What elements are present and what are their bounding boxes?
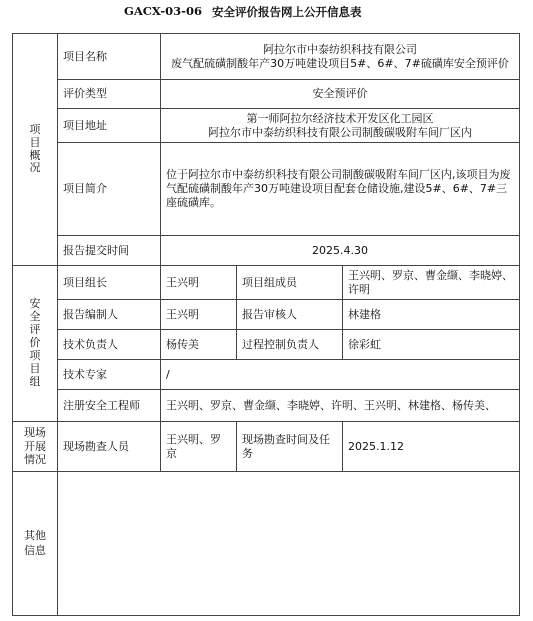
document-header bbox=[0, 0, 533, 24]
row-project-address bbox=[13, 109, 520, 143]
project-name-line1: 阿拉尔市中泰纺织科技有限公司 bbox=[263, 42, 417, 56]
project-name-label: 项目名称 bbox=[58, 34, 161, 80]
site-staff-label: 现场勘查人员 bbox=[58, 422, 161, 472]
report-author-label: 报告编制人 bbox=[58, 300, 161, 330]
safety-engineers-value: 王兴明、罗京、曹金缬、李晓婷、许明、王兴明、林建格、杨传美、 bbox=[161, 390, 520, 422]
row-project-name bbox=[13, 34, 520, 80]
section-label-other: 其他信息 bbox=[24, 529, 46, 557]
site-time-label: 现场勘查时间及任务 bbox=[237, 422, 343, 472]
evaluation-type-label: 评价类型 bbox=[58, 80, 161, 109]
disclosure-table bbox=[12, 33, 520, 616]
report-date-value: 2025.4.30 bbox=[161, 236, 520, 266]
row-report-date bbox=[13, 236, 520, 266]
section-project-overview bbox=[13, 34, 58, 266]
site-time-value: 2025.1.12 bbox=[343, 422, 520, 472]
team-members-label: 项目组成员 bbox=[237, 266, 343, 300]
row-evaluation-type bbox=[13, 80, 520, 109]
section-label-site-work: 现场开展情况 bbox=[24, 425, 46, 467]
process-lead-label: 过程控制负责人 bbox=[237, 330, 343, 360]
row-report-author bbox=[13, 300, 520, 330]
tech-lead-label: 技术负责人 bbox=[58, 330, 161, 360]
section-other bbox=[13, 472, 58, 616]
evaluation-type-value: 安全预评价 bbox=[161, 80, 520, 109]
section-team bbox=[13, 266, 58, 422]
row-tech-lead bbox=[13, 330, 520, 360]
team-leader-value: 王兴明 bbox=[161, 266, 237, 300]
report-reviewer-value: 林建格 bbox=[343, 300, 520, 330]
tech-lead-value: 杨传美 bbox=[161, 330, 237, 360]
section-label-team: 安全评价项目组 bbox=[29, 297, 41, 388]
safety-engineers-label: 注册安全工程师 bbox=[58, 390, 161, 422]
project-name-value bbox=[161, 34, 520, 80]
other-info-value bbox=[58, 472, 520, 616]
team-leader-label: 项目组长 bbox=[58, 266, 161, 300]
section-site-work bbox=[13, 422, 58, 472]
document-title: 安全评价报告网上公开信息表 bbox=[212, 5, 362, 19]
report-reviewer-label: 报告审核人 bbox=[237, 300, 343, 330]
row-team-leader bbox=[13, 266, 520, 300]
report-author-value: 王兴明 bbox=[161, 300, 237, 330]
row-other-info bbox=[13, 472, 520, 616]
team-members-value: 王兴明、罗京、曹金缬、李晓婷、许明 bbox=[343, 266, 520, 300]
tech-expert-label: 技术专家 bbox=[58, 360, 161, 390]
row-site-survey bbox=[13, 422, 520, 472]
project-address-line2: 阿拉尔市中泰纺织科技有限公司制酸碳吸附车间厂区内 bbox=[208, 125, 472, 139]
project-intro-value: 位于阿拉尔市中泰纺织科技有限公司制酸碳吸附车间厂区内,该项目为废气配硫磺制酸年产30万吨建设项目配套仓储设施,建设5#、6#、7#三座硫磺库。 bbox=[161, 143, 520, 236]
project-address-label: 项目地址 bbox=[58, 109, 161, 143]
site-staff-value: 王兴明、罗京 bbox=[161, 422, 237, 472]
process-lead-value: 徐彩虹 bbox=[343, 330, 520, 360]
row-safety-engineers bbox=[13, 390, 520, 422]
row-project-intro bbox=[13, 143, 520, 236]
project-address-line1: 第一师阿拉尔经济技术开发区化工园区 bbox=[246, 111, 434, 125]
row-tech-expert bbox=[13, 360, 520, 390]
section-label-project-overview: 项目概况 bbox=[29, 122, 41, 175]
project-intro-label: 项目简介 bbox=[58, 143, 161, 236]
document-code: GACX-03-06 bbox=[124, 4, 202, 18]
tech-expert-value: / bbox=[161, 360, 520, 390]
report-date-label: 报告提交时间 bbox=[58, 236, 161, 266]
project-name-line2: 废气配硫磺制酸年产30万吨建设项目5#、6#、7#硫磺库安全预评价 bbox=[171, 56, 509, 70]
project-address-value bbox=[161, 109, 520, 143]
